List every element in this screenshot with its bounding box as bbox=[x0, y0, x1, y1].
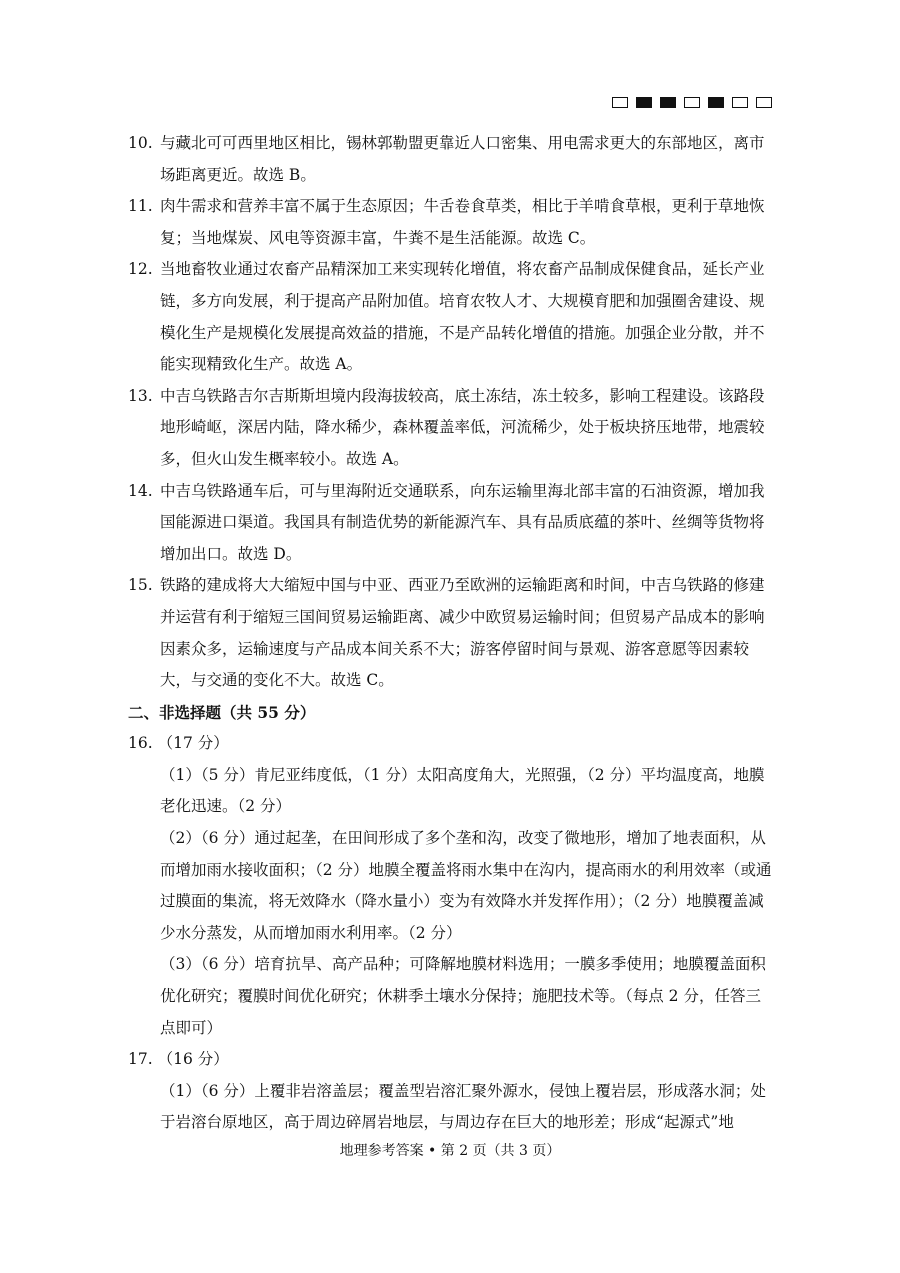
question-number: 14. bbox=[128, 481, 153, 500]
question-10 bbox=[128, 128, 776, 191]
question-14 bbox=[128, 476, 776, 571]
question-text: 与藏北可可西里地区相比，锡林郭勒盟更靠近人口密集、用电需求更大的东部地区，离市场距离更近。故选 B。 bbox=[160, 134, 765, 184]
question-number: 10. bbox=[128, 134, 153, 152]
header-mark-2 bbox=[636, 97, 652, 108]
header-marks bbox=[612, 97, 772, 108]
question-text: 铁路的建成将大大缩短中国与中亚、西亚乃至欧洲的运输距离和时间，中吉乌铁路的修建并运营有利于缩短三国间贸易运输距离、减少中欧贸易运输时间；但贸易产品成本的影响因素众多，运输速度与产品成本间关系不大；游客停留时间与景观、游客意愿等因素较大，与交通的变化不大。故选 C。 bbox=[160, 576, 765, 690]
question-text: 当地畜牧业通过农畜产品精深加工来实现转化增值，将农畜产品制成保健食品，延长产业链，多方向发展，利于提高产品附加值。培育农牧人才、大规模育肥和加强圈舍建设、规模化生产是规模化发展提高效益的措施，不是产品转化增值的措施。加强企业分散，并不能实现精致化生产。故选 A。 bbox=[160, 260, 765, 374]
question-11 bbox=[128, 191, 776, 254]
question-number: 13. bbox=[128, 386, 153, 405]
question-15 bbox=[128, 570, 776, 696]
question-number: 11. bbox=[128, 197, 153, 216]
header-mark-5 bbox=[708, 97, 724, 108]
header-mark-3 bbox=[660, 97, 676, 108]
question-text: 肉牛需求和营养丰富不属于生态原因；牛舌卷食草类，相比于羊啃食草根，更利于草地恢复；当地煤炭、风电等资源丰富，牛粪不是生活能源。故选 C。 bbox=[160, 197, 765, 247]
question-number: 15. bbox=[128, 576, 153, 595]
question-16-head: 16. （17 分） bbox=[128, 734, 229, 753]
question-text: 中吉乌铁路吉尔吉斯斯坦境内段海拔较高，底土冻结，冻土较多，影响工程建设。该路段地形崎岖，深居内陆，降水稀少，森林覆盖率低，河流稀少，处于板块挤压地带，地震较多，但火山发生概率较小。故选 A。 bbox=[160, 386, 765, 468]
question-16-part-1: （1）（5 分）肯尼亚纬度低，（1 分）太阳高度角大，光照强，（2 分）平均温度高，地膜老化迅速。（2 分） bbox=[160, 765, 765, 816]
page-footer: 地理参考答案 • 第 2 页（共 3 页） bbox=[339, 1143, 561, 1159]
question-text: 中吉乌铁路通车后，可与里海附近交通联系，向东运输里海北部丰富的石油资源，增加我国能源进口渠道。我国具有制造优势的新能源汽车、具有品质底蕴的茶叶、丝绸等货物将增加出口。故选 D。 bbox=[160, 481, 765, 563]
question-17-head: 17. （16 分） bbox=[128, 1050, 229, 1069]
header-mark-1 bbox=[612, 97, 628, 108]
header-mark-7 bbox=[756, 97, 772, 108]
question-16-part-2: （2）（6 分）通过起垄，在田间形成了多个垄和沟，改变了微地形，增加了地表面积，从而增加雨水接收面积；（2 分）地膜全覆盖将雨水集中在沟内，提高雨水的利用效率（或通过膜面的集流，将无效降水（降水量小）变为有效降水并发挥作用）；（2 分）地膜覆盖减少水分蒸发，从而增加雨水利用率。（2 分） bbox=[160, 829, 772, 942]
question-13 bbox=[128, 381, 776, 476]
section-heading: 二、非选择题（共 55 分） bbox=[128, 702, 316, 722]
header-mark-4 bbox=[684, 97, 700, 108]
header-mark-6 bbox=[732, 97, 748, 108]
question-17-part-1: （1）（6 分）上覆非岩溶盖层；覆盖型岩溶汇聚外源水，侵蚀上覆岩层，形成落水洞；处于岩溶台原地区，高于周边碎屑岩地层，与周边存在巨大的地形差；形成“起源式”地 bbox=[160, 1081, 766, 1132]
question-12 bbox=[128, 254, 776, 380]
answer-content bbox=[128, 128, 776, 1139]
question-16-part-3: （3）（6 分）培育抗旱、高产品种；可降解地膜材料选用；一膜多季使用；地膜覆盖面积优化研究；覆膜时间优化研究；休耕季土壤水分保持；施肥技术等。（每点 2 分，任答三点即可） bbox=[160, 955, 766, 1037]
question-number: 12. bbox=[128, 260, 153, 279]
